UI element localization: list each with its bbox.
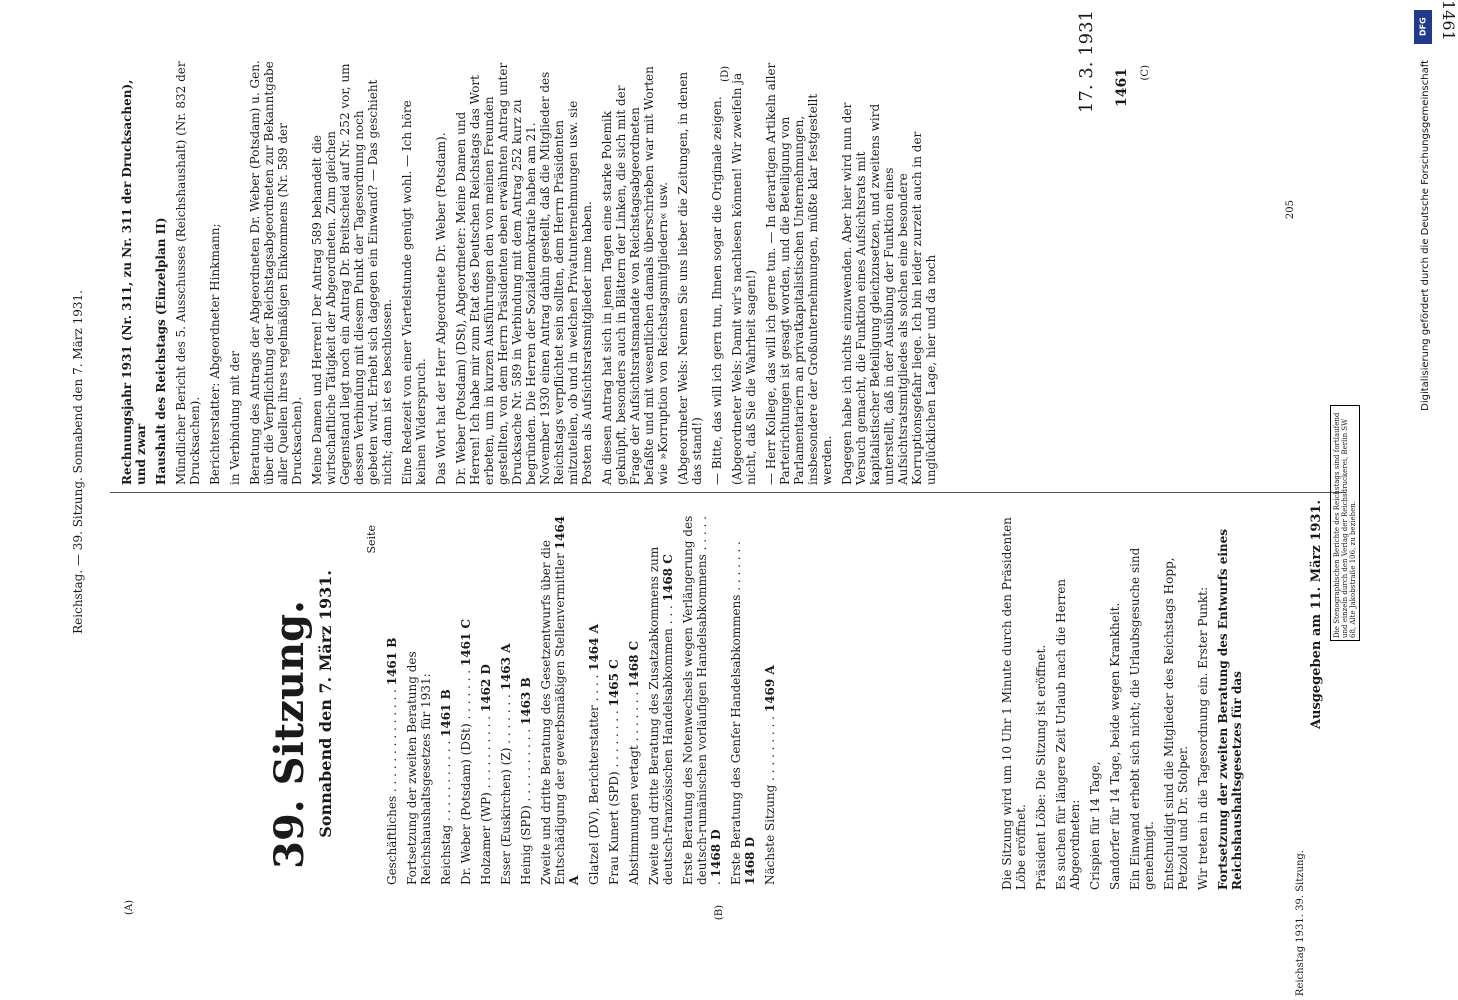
paragraph: — Herr Kollege, das will ich gerne tun. — In derartigen Artikeln aller Parteirichtungen ist gesagt worden, und die Beteiligung von Parlamentariern an privatkapitalistischen Unternehmungen, insbesondere der Großunternehmungen, müßte klar festgestellt werden. [764, 62, 834, 485]
paragraph: Eine Redezeit von einer Viertelstunde genügt wohl. — Ich höre keinen Widerspruch. [400, 100, 428, 485]
toc-seite-label: Seite [365, 525, 378, 554]
paragraph: (Abgeordneter Wels: Nennen Sie uns lieber die Zeitungen, in denen das stand!) [676, 71, 704, 485]
toc-rule [340, 505, 343, 506]
page-title: 39. Sitzung. [266, 600, 313, 869]
page-number-rotated: 1461 [1114, 68, 1130, 107]
running-header: Reichstag. — 39. Sitzung. Sonnabend den 7. März 1931. [71, 290, 85, 634]
paragraph: Haushalt des Reichstags (Einzelplan II) [154, 217, 168, 485]
dfg-logo: DFG [1414, 10, 1432, 44]
column-divider-line [110, 492, 1345, 493]
paragraph: Dagegen habe ich nichts einzuwenden. Aber hier wird nun der Versuch gemacht, die Funktion eines Aufsichtsrats mit kapitalistischer Beteiligung gleichzusetzen, und zweitens wird unterstellt, daß in der Ausübung der Funktion eines Aufsichtsratsmitgliedes als solchen eine besondere Korruptionsgefahr liege. Ich bin leider zurzeit auch in der unglücklichen Lage, hier und da noch [840, 102, 938, 485]
margin-label-c: (C) [1140, 65, 1151, 81]
digitization-strip [1412, 0, 1434, 1000]
right-body-text [120, 60, 1280, 485]
page-number-top: 1461 [1439, 0, 1458, 41]
toc-row: Erste Beratung des Genfer Handelsabkommens . . . . . . . 1468 D [729, 541, 757, 885]
publisher-stamp [1330, 405, 1360, 641]
toc-row: Erste Beratung des Notenwechsels wegen Verlängerung des deutsch-rumänischen vorläufigen Handelsabkommens . . . . . . 1468 D [681, 515, 723, 885]
publisher-stamp-text: Die Stenographischen Berichte des Reichstags sind fortlaufend und einzeln durch den Verlag der Reichsdruckerei, Berlin SW 68, Alte Jakobstraße 106, zu beziehen. [1333, 412, 1357, 638]
left-body-text [1000, 515, 1250, 890]
digitization-notice: Digitalisierung gefördert durch die Deutsche Forschungsgemeinschaft [1420, 60, 1431, 411]
toc-row: Geschäftliches . . . . . . . . . . . . . . 1461 B [385, 637, 399, 885]
toc-row: Heinig (SPD) . . . . . . . . . . 1463 B [519, 677, 533, 885]
toc-row: Holzamer (WP) . . . . . . . . . . 1462 D [479, 664, 493, 885]
sheet-number: 205 [1285, 200, 1296, 220]
paragraph: Dr. Weber (Potsdam) (DSt), Abgeordneter: Meine Damen und Herren! Ich habe mir zum Etat des Deutschen Reichstags das Wort erbeten, um in kurzen Ausführungen den von meinen Freunden gestellten, von dem Herrn Präsidenten eben erwähnten Antrag unter Drucksache Nr. 589 in Verbindung mit dem Antrag 252 kurz zu begründen. Die Herren der Sozialdemokratie haben am 21. November 1930 einen Antrag dahin gestellt, daß die Mitglieder des Reichstags verpflichtet sein sollten, dem Herrn Präsidenten mitzuteilen, ob und in welchen Privatunternehmungen usw. sie Posten als Aufsichtsratsmitglieder inne haben. [454, 62, 594, 485]
paragraph: Sandorfer für 14 Tage, beide wegen Krankheit. [1108, 602, 1122, 890]
stamp-date: 17. 3. 1931 [1076, 10, 1097, 114]
margin-label-a: (A) [124, 900, 135, 916]
toc-row: Nächste Sitzung . . . . . . . . . 1469 A [763, 665, 777, 885]
paragraph: Fortsetzung der zweiten Beratung des Entwurfs eines Reichshaushaltsgesetzes für das [1216, 528, 1244, 890]
toc-row: Reichstag . . . . . . . . . . . 1461 B [439, 689, 453, 885]
paragraph: Wir treten in die Tagesordnung ein. Erster Punkt: [1196, 586, 1210, 890]
toc-row: Glatzel (DV), Berichterstatter . . . . 1464 A [587, 624, 601, 885]
toc-list [385, 515, 783, 885]
toc-row: Abstimmungen vertagt . . . . . . . 1468 C [627, 640, 641, 885]
paragraph: Beratung des Antrags der Abgeordneten Dr. Weber (Potsdam) u. Gen. über die Verpflichtung der Reichstagsabgeordneten zur Bekanntgabe aller Quellen ihres regelmäßigen Einkommens (Nr. 589 der Drucksachen). [248, 60, 304, 485]
paragraph: in Verbindung mit der [228, 350, 242, 485]
toc-row: Zweite und dritte Beratung des Gesetzentwurfs über die Entschädigung der gewerbsmäßigen Stellenvermittler 1464 A [539, 515, 581, 885]
footer-issued: Ausgegeben am 11. März 1931. [1309, 500, 1324, 730]
footer-left: Reichstag 1931. 39. Sitzung. [1295, 850, 1306, 997]
paragraph: Das Wort hat der Herr Abgeordnete Dr. Weber (Potsdam). [434, 132, 448, 485]
paragraph: Es suchen für längere Zeit Urlaub nach die Herren Abgeordneten: [1054, 578, 1082, 890]
margin-label-d: (D) [720, 66, 731, 82]
toc-row: Esser (Euskirchen) (Z) . . . . . . . 1463 A [499, 643, 513, 885]
toc-row: Dr. Weber (Potsdam) (DSt) . . . . . . . 1461 C [459, 618, 473, 885]
paragraph: Die Sitzung wird um 10 Uhr 1 Minute durch den Präsidenten Löbe eröffnet. [1000, 517, 1028, 890]
margin-label-b: (B) [714, 905, 725, 921]
paragraph: — Bitte, das will ich gern tun, Ihnen sogar die Originale zeigen. [710, 96, 724, 485]
toc-row: Fortsetzung der zweiten Beratung des Reichshaushaltsgesetzes für 1931: [405, 651, 433, 885]
toc-row: Zweite und dritte Beratung des Zusatzabkommens zum deutsch-französischen Handelsabkommen . . . 1468 C [647, 546, 675, 885]
paragraph: Crispien für 14 Tage, [1088, 761, 1102, 890]
paragraph: Präsident Löbe: Die Sitzung ist eröffnet. [1034, 644, 1048, 890]
toc-row: Frau Kunert (SPD) . . . . . . . . 1465 C [607, 659, 621, 885]
paragraph: Ein Einwand erhebt sich nicht; die Urlaubsgesuche sind genehmigt. [1128, 547, 1156, 890]
paragraph: (Abgeordneter Wels: Damit wir's nachlesen können! Wir zweifeln ja nicht, daß Sie die Wahrheit sagen!) [730, 72, 758, 485]
paragraph: Meine Damen und Herren! Der Antrag 589 behandelt die wirtschaftliche Tätigkeit der Abgeordneten. Zum gleichen Gegenstand liegt noch ein Antrag Dr. Breitscheid auf Nr. 252 vor, um dessen Verbindung mit diesem Punkt der Tagesordnung noch gebeten wird. Erhebt sich dagegen ein Einwand? — Das geschieht nicht; dann ist es beschlossen. [310, 63, 394, 485]
paragraph: Entschuldigt sind die Mitglieder des Reichstags Hopp, Petzold und Dr. Stolper. [1162, 557, 1190, 890]
paragraph: Mündlicher Bericht des 5. Ausschusses (Reichshaushalt) (Nr. 832 der Drucksachen). [174, 61, 202, 485]
paragraph: Rechnungsjahr 1931 (Nr. 311, zu Nr. 311 der Drucksachen), und zwar [120, 79, 148, 485]
paragraph: Berichterstatter: Abgeordneter Hinkmann; [208, 223, 222, 485]
session-date: Sonnabend den 7. März 1931. [316, 570, 335, 838]
paragraph: An diesen Antrag hat sich in jenen Tagen eine starke Polemik geknüpft, besonders auch in Blättern der Linken, die sich mit der Frage der Aufsichtsratsmandate von Reichstagsabgeordneten befaßte und mit wesentlichen damals überschrieben war mit Worten wie »Korruption von Reichstagsmitgliedern« usw. [600, 66, 670, 485]
